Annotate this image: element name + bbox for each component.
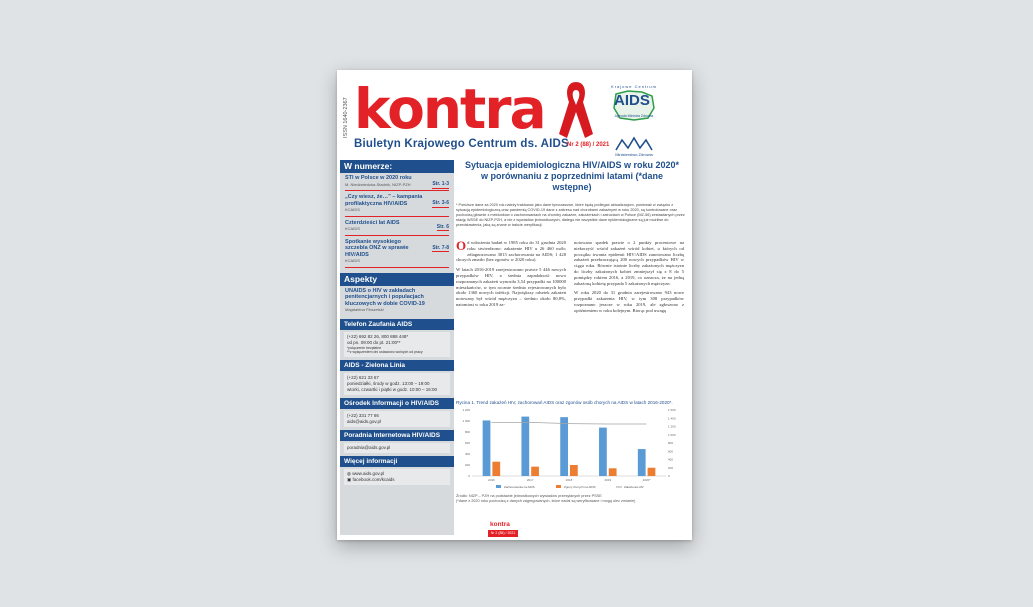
legend-label: Zakażenia HIV bbox=[624, 485, 644, 489]
facebook-link[interactable]: facebook.com/kcaids bbox=[352, 476, 395, 482]
toc-page: Str. 6 bbox=[436, 223, 449, 230]
paragraph: W roku 2020 do 31 grudnia zarejestrowano 943 nowe przypadki zakażenia HIV, w tym 308 przypadków rozpoznano jeszcze w roku 2019, ale zgłoszono z opóźnieniem w roku kolejnym. Biorąc pod uwagę bbox=[574, 290, 684, 313]
left-tick-label: 1 200 bbox=[462, 408, 470, 412]
hotline-line: od pn. 09:00 do pt. 21:00** bbox=[347, 339, 401, 345]
footer-brand: kontra bbox=[490, 521, 510, 528]
sidebar bbox=[340, 160, 454, 535]
web-clinic-heading: Poradnia Internetowa HIV/AIDS bbox=[340, 430, 454, 441]
more-info-heading: Więcej informacji bbox=[340, 456, 454, 467]
aspects-author: Magdalena Ploszelski bbox=[345, 307, 384, 312]
ministry-mark-icon bbox=[608, 136, 660, 152]
footnote: Źródło: NIZP – PZH na podstawie jednostkowych wywiadów przesyłanych przez PSSE bbox=[456, 494, 602, 498]
paragraph: W latach 2016-2019 zarejestrowano prawie 5 446 nowych przypadków HIV, a średnia zapadalność nowo rozpoznanych zakażeń wynosiła 3,54 przypadki na 100000 mieszkańców, w tym rocznie średnio rejestrowanych było około 1360 nowych infekcji. Największy odsetek zakażeń notowany był wśród mężczyzn – średnio około 80,8%, natomiast w roku 2019 za- bbox=[456, 267, 566, 307]
legend-label: Zgony chorych na AIDS bbox=[564, 485, 596, 489]
right-tick-label: 800 bbox=[668, 441, 674, 445]
ministry-label: Ministerstwo Zdrowia bbox=[615, 152, 653, 157]
toc-meta: KCAIDS bbox=[345, 207, 360, 212]
green-line-line: wtorki, czwartki i piątki w godz. 10:00 – 16:00 bbox=[347, 386, 438, 392]
left-tick-label: 200 bbox=[464, 463, 470, 467]
toc-divider bbox=[345, 216, 449, 217]
right-tick-label: 200 bbox=[668, 465, 674, 470]
line-hiv-infections bbox=[491, 422, 646, 424]
issn-label: ISSN 1640-2367 bbox=[343, 97, 349, 138]
toc-meta: KCAIDS bbox=[345, 258, 360, 263]
ministry-logo bbox=[608, 136, 660, 160]
toc-title: STI w Polsce w 2020 roku bbox=[345, 175, 412, 181]
info-center-line: aids@aids.gov.pl bbox=[347, 418, 382, 424]
category-label: 2019 bbox=[604, 478, 612, 482]
red-ribbon-icon bbox=[555, 78, 597, 140]
aspects-title: UNAIDS o HIV w zakładach penitencjarnych i populacjach kluczowych w dobie COVID-19 bbox=[345, 287, 425, 307]
web-clinic-line: poradnia@aids.gov.pl bbox=[347, 444, 391, 450]
toc-list bbox=[340, 173, 454, 273]
right-tick-label: 400 bbox=[668, 457, 674, 462]
toc-item bbox=[345, 175, 449, 191]
drop-cap: O bbox=[456, 238, 467, 253]
green-line-box bbox=[344, 373, 450, 395]
toc-title: „Czy wiesz, że…” – kampania profilaktyczna HIV/AIDS bbox=[345, 194, 423, 207]
toc-page: Str. 1-3 bbox=[432, 181, 449, 187]
toc-divider bbox=[345, 235, 449, 236]
legend-swatch bbox=[556, 485, 561, 488]
bar-aids-deaths bbox=[570, 465, 578, 476]
article-headline: Sytuacja epidemiologiczna HIV/AIDS w roku 2020* w porównaniu z poprzednimi latami (*dane wstępne) bbox=[464, 160, 680, 192]
toc-meta: KCAIDS bbox=[345, 226, 360, 231]
hotline-box bbox=[344, 332, 450, 357]
info-center-box bbox=[344, 411, 450, 427]
info-center-line: (+22) 331 77 66 bbox=[347, 412, 379, 418]
category-label: 2018 bbox=[565, 478, 573, 482]
web-clinic-box bbox=[344, 443, 450, 453]
issue-number: Nr 2 (88) / 2021 bbox=[567, 142, 610, 148]
trend-chart bbox=[456, 396, 686, 492]
left-tick-label: 0 bbox=[468, 474, 470, 478]
paragraph-text: d wdrożenia badań w 1985 roku do 31 grudnia 2020 roku stwierdzono: zakażenie HIV u 26 460 osób; zdiagnozowano 3815 zachorowania na AIDS; 1 428 chorych zmarło (bez zgonów w 2020 roku). bbox=[456, 240, 566, 263]
facebook-icon: ▣ bbox=[347, 476, 353, 482]
toc-title: Czterdzieści lat AIDS bbox=[345, 219, 400, 226]
toc-item bbox=[345, 239, 449, 268]
category-label: 2017 bbox=[526, 478, 534, 482]
toc-title: Spotkanie wysokiego szczebla ONZ w sprawie HIV/AIDS bbox=[345, 238, 409, 258]
toc-divider bbox=[345, 267, 449, 268]
figure-title: Rycina 1. Trend zakażeń HIV, zachorowań AIDS oraz zgonów osób chorych na AIDS w latach 2016-2020*. bbox=[456, 400, 673, 405]
left-tick-label: 1 000 bbox=[462, 419, 470, 423]
toc-item bbox=[345, 194, 449, 217]
article-column-1 bbox=[456, 240, 566, 312]
more-info-line bbox=[347, 477, 447, 483]
bar-aids-cases bbox=[638, 449, 646, 476]
paragraph bbox=[456, 240, 566, 263]
green-line-line: poniedziałki, środy w godz. 13:00 – 19:00 bbox=[347, 380, 430, 386]
green-line-line: (+22) 621 33 67 bbox=[347, 374, 379, 380]
hotline-line: **z wyłączeniem dni ustawowo wolnych od pracy bbox=[347, 350, 423, 354]
left-tick-label: 400 bbox=[464, 452, 470, 456]
green-line-heading: AIDS - Zielona Linia bbox=[340, 360, 454, 371]
website-link[interactable]: www.aids.gov.pl bbox=[352, 470, 385, 476]
bar-aids-deaths bbox=[492, 462, 500, 476]
kca-logo bbox=[608, 84, 658, 140]
right-tick-label: 1 400 bbox=[668, 416, 676, 421]
toc-divider bbox=[345, 190, 449, 191]
brand-title: kontra bbox=[354, 77, 545, 141]
hotline-heading: Telefon Zaufania AIDS bbox=[340, 319, 454, 330]
footer-issue-badge: Nr 2 (88) / 2021 bbox=[488, 530, 518, 537]
hotline-line: (+22) 692 82 26, 800 888 448* bbox=[347, 333, 409, 339]
bar-aids-cases bbox=[521, 417, 529, 476]
bar-aids-deaths bbox=[648, 468, 656, 476]
hotline-line: *połączenie bezpłatne bbox=[347, 345, 382, 350]
legend-swatch bbox=[496, 485, 501, 488]
right-tick-label: 1 000 bbox=[668, 432, 676, 437]
kca-aids-word: AIDS bbox=[614, 92, 650, 109]
bar-aids-deaths bbox=[531, 467, 539, 476]
toc-item bbox=[345, 220, 449, 236]
toc-page: Str. 7-8 bbox=[432, 244, 449, 251]
toc-meta: M. Niedźwiedzka-Stadnik, NIZP-PZH bbox=[345, 181, 411, 187]
kca-subtext: Agenda Ministra Zdrowia bbox=[614, 114, 654, 118]
bar-aids-cases bbox=[483, 420, 491, 476]
paragraph: notowano spadek prawie o 2 punkty procentowe na niekorzyść wśród zakażeń wśród kobiet, u których od początku trwania epidemii HIV/AIDS zanotowano liczbę zakażeń przekraczającą 200 nowych przypadków HIV w ciągu roku. Równie istotnie liczby zakażonych mężczyzn do liczby zakażonych kobiet zmniejszył się z 8 do 5 pomiędzy rokiem 2016, a 2019, co oznacza, że na jedną zakażoną kobietę przypada 5 zakażonych mężczyzn. bbox=[574, 240, 684, 286]
left-tick-label: 800 bbox=[464, 430, 470, 434]
masthead-subtitle: Biuletyn Krajowego Centrum ds. AIDS bbox=[354, 138, 569, 150]
legend-label: Zachorowania na AIDS bbox=[504, 485, 535, 489]
info-center-heading: Ośrodek Informacji o HIV/AIDS bbox=[340, 398, 454, 409]
kca-arc-text: Krajowe Centrum bbox=[611, 84, 657, 89]
category-label: 2016 bbox=[488, 478, 495, 482]
right-tick-label: 0 bbox=[668, 474, 670, 478]
right-tick-label: 600 bbox=[668, 449, 674, 454]
article-column-2 bbox=[574, 240, 684, 318]
right-tick-label: 1 600 bbox=[668, 408, 676, 412]
aspects-body bbox=[340, 286, 454, 316]
aspects-heading: Aspekty bbox=[340, 273, 454, 286]
footnote: (*dane z 2020 roku pochodzą z danych zagregowanych, które nadal są weryfikowane i mogą ulec zmianie) bbox=[456, 499, 636, 503]
toc-heading: W numerze: bbox=[340, 160, 454, 173]
globe-icon: ◍ bbox=[347, 470, 353, 476]
figure-footnotes bbox=[456, 494, 686, 504]
bar-aids-cases bbox=[599, 428, 607, 476]
bar-aids-cases bbox=[560, 417, 568, 476]
right-tick-label: 1 200 bbox=[668, 424, 676, 429]
category-label: 2020* bbox=[642, 478, 651, 482]
left-tick-label: 600 bbox=[464, 441, 470, 445]
bar-aids-deaths bbox=[609, 468, 617, 476]
article-lead: * Poniższe dane za 2020 rok należy traktować jako dane tymczasowe, które będą podlegać aktualizacjom, ponieważ w związku z sytuacją epidemiologiczną oraz pandemią COVID-19 dane z zakresu nad chorobami zakaźnymi w roku 2020, są kontrolowane oraz pochodzą głównie z meldunków o zachorowaniach na choroby zakaźne, zakażeniach i zatruciach w Polsce (MZ-56) zestawianych przez stację WSSE do NIZP-PZH, a nie z wywiadów jednostkowych, dlatego nie wszystkie dane epidemiologiczne są już możliwe do przedstawienia, jaką są znane w trakcie weryfikacji. bbox=[456, 203, 685, 227]
toc-page: Str. 3-6 bbox=[432, 200, 449, 206]
more-info-box bbox=[344, 469, 450, 485]
